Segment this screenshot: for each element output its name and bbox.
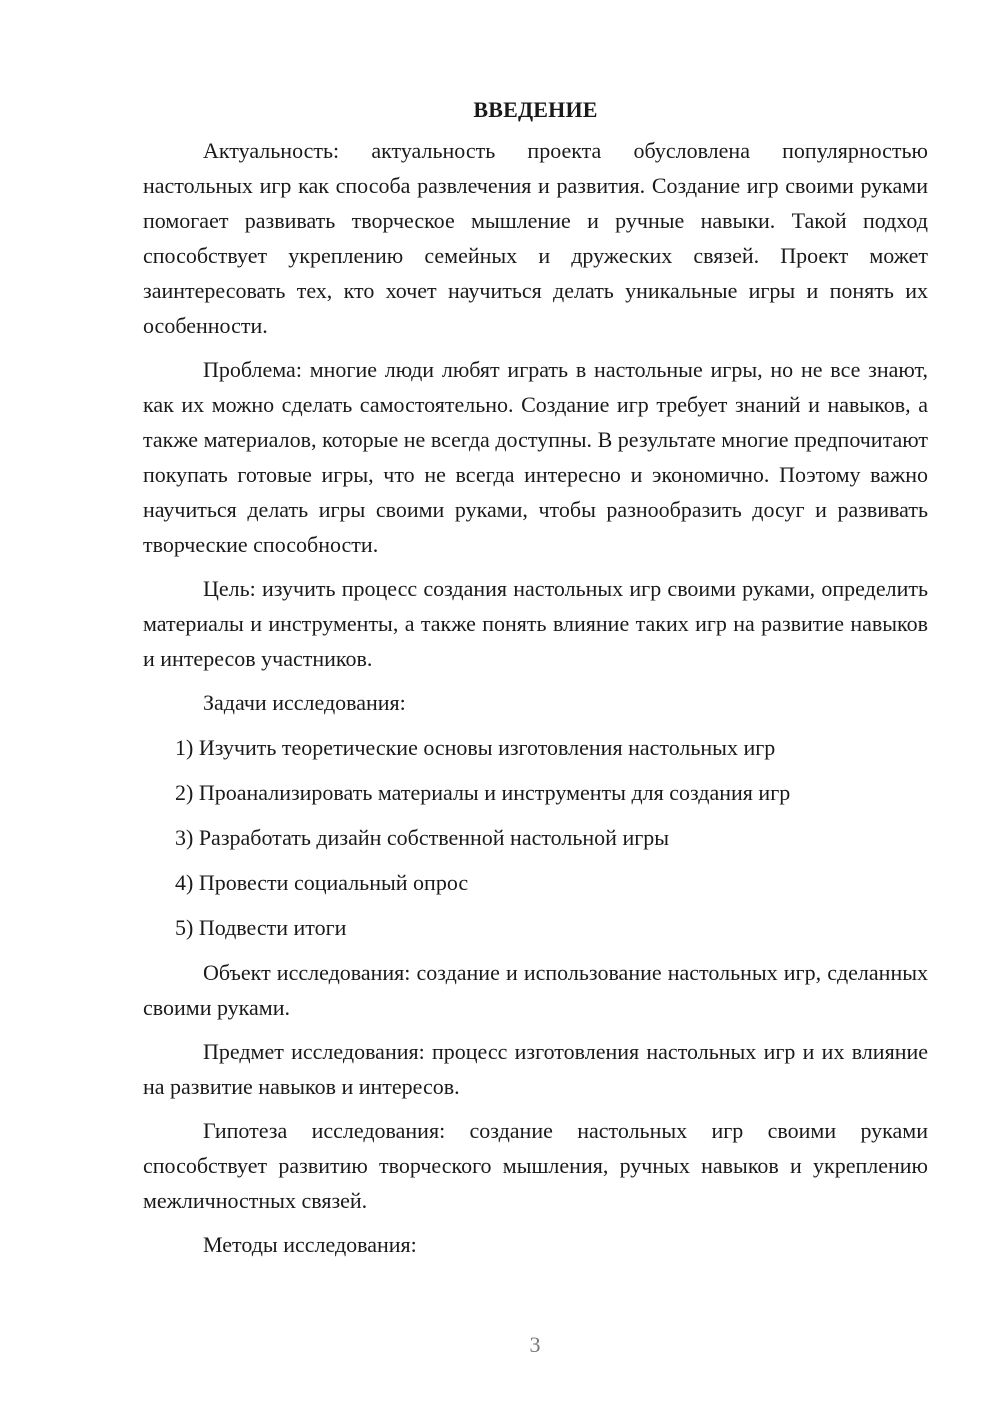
list-item: 5) Подвести итоги (175, 915, 347, 940)
document-page (143, 92, 928, 1272)
subject-paragraph: Предмет исследования: процесс изготовления настольных игр и их влияние на развитие навыков и интересов. (143, 1039, 928, 1099)
tasks-list (143, 730, 928, 945)
hypothesis-paragraph: Гипотеза исследования: создание настольных игр своими руками способствует развитию творческого мышления, ручных навыков и укреплению межличностных связей. (143, 1118, 928, 1213)
list-item: 1) Изучить теоретические основы изготовления настольных игр (175, 735, 776, 760)
object-paragraph: Объект исследования: создание и использование настольных игр, сделанных своими руками. (143, 960, 928, 1020)
goal-paragraph: Цель: изучить процесс создания настольных игр своими руками, определить материалы и инструменты, а также понять влияние таких игр на развитие навыков и интересов участников. (143, 576, 928, 671)
section-title: ВВЕДЕНИЕ (473, 97, 598, 122)
list-item: 4) Провести социальный опрос (175, 870, 469, 895)
list-item: 3) Разработать дизайн собственной настольной игры (175, 825, 670, 850)
problem-paragraph: Проблема: многие люди любят играть в настольные игры, но не все знают, как их можно сделать самостоятельно. Создание игр требует знаний и навыков, а также материалов, которые не всегда доступны. В результате многие предпочитают покупать готовые игры, что не всегда интересно и экономично. Поэтому важно научиться делать игры своими руками, чтобы разнообразить досуг и развивать творческие способности. (143, 357, 928, 557)
page-number: 3 (529, 1332, 541, 1357)
list-item: 2) Проанализировать материалы и инструменты для создания игр (175, 780, 791, 805)
relevance-paragraph: Актуальность: актуальность проекта обусловлена популярностью настольных игр как способа развлечения и развития. Создание игр своими руками помогает развивать творческое мышление и ручные навыки. Такой подход способствует укреплению семейных и дружеских связей. Проект может заинтересовать тех, кто хочет научиться делать уникальные игры и понять их особенности. (143, 138, 928, 338)
tasks-heading: Задачи исследования: (203, 690, 406, 715)
methods-heading: Методы исследования: (203, 1232, 417, 1257)
